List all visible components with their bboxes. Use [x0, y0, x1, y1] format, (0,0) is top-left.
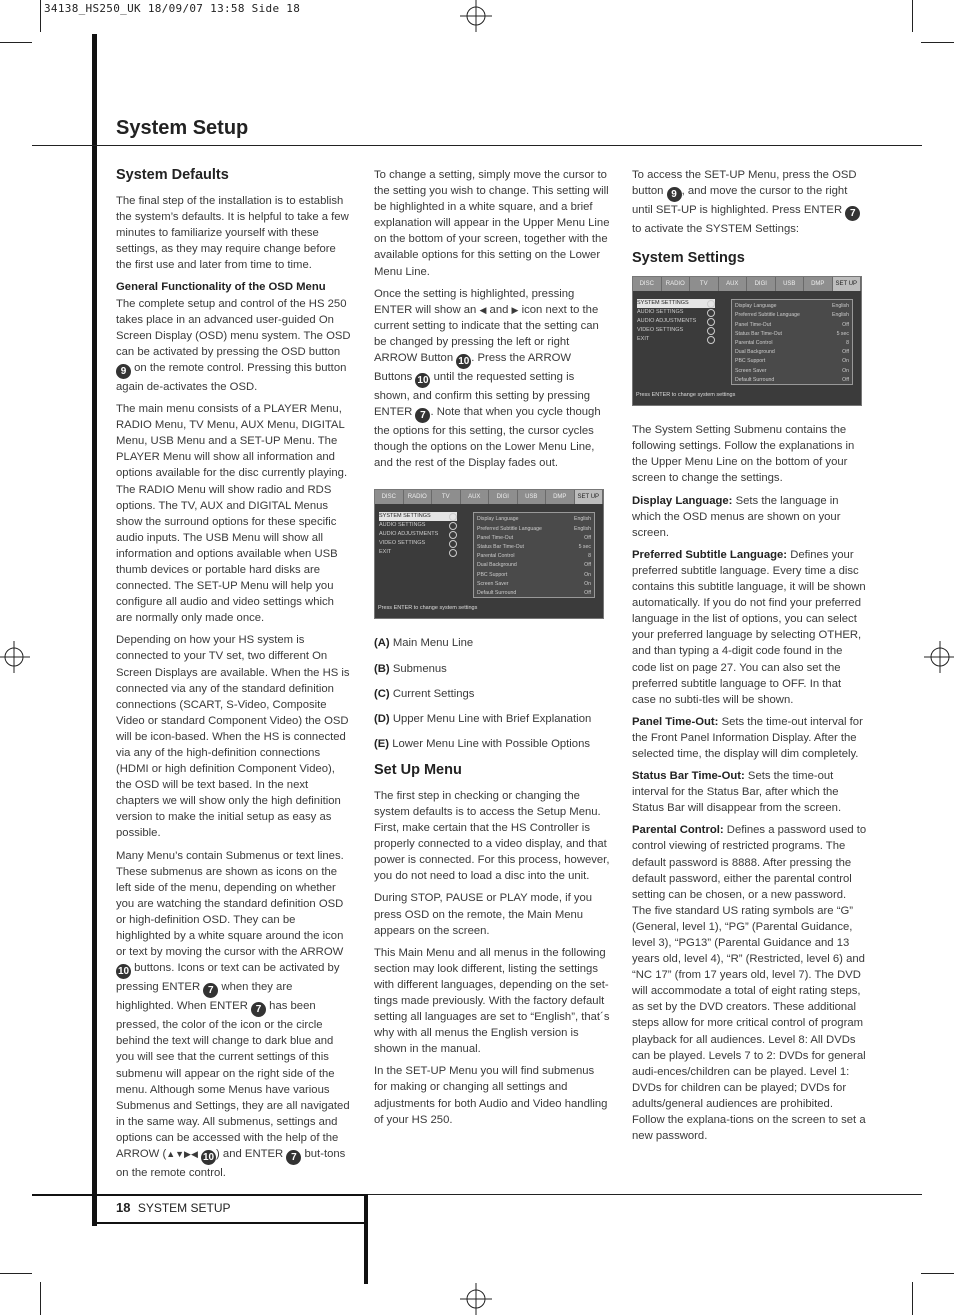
- paragraph: The main menu consists of a PLAYER Menu, RADIO Menu, TV Menu, AUX Menu, DIGITAL Menu, USB Menu and a SET-UP Menu. The PLAYER Menu will show all information and options available for the disc currently playing. The RADIO Menu will show radio and RDS options. The TV, AUX and DIGITAL Menus show the surround options for these specific audio inputs. The USB Menu will show all information and options available when USB thumb devices or portable hard disks are connected. The SET-UP Menu will help you configure all audio and video settings which are normally only made once.: [116, 403, 348, 625]
- osd-tab: DIGI: [489, 490, 518, 504]
- osd-tab: DISC: [633, 277, 662, 291]
- osd-menu-screenshot: [374, 489, 604, 619]
- paragraph: In the SET-UP Menu you will find submenus for making or changing all settings and adjustments for both Audio and Video handling of your HS 250.: [374, 1065, 608, 1126]
- setting-description: Display Language: Sets the language in which the OSD menus are shown on your screen.: [632, 494, 841, 539]
- osd-submenu-item: VIDEO SETTINGS: [379, 539, 457, 548]
- osd-setting-row: PBC Support On: [477, 571, 591, 578]
- paragraph: To access the SET-UP Menu, press the OSD button 9 , and move the cursor to the right until SET-UP is highlighted. Press ENTER 7 to activate the SYSTEM Settings:: [632, 167, 868, 237]
- left-margin-bar: [92, 34, 97, 1226]
- setting-description: Panel Time-Out: Sets the time-out interval for the Front Panel Information Display. After the selected time, the display will dim completely.: [632, 715, 863, 760]
- osd-setting-row: Dual Background Off: [735, 349, 849, 356]
- setting-description: Preferred Subtitle Language: Defines your preferred subtitle language. Every time a disc contains this subtitle language, it will be shown automatically. If you do not find your preferred language in the list of options, you can select your preferred language by selecting OTHER, and than typing a 4-digit code found in the code list on page 27. You can also set the preferred subtitle language to OFF. In that case no subti-tles will be shown.: [632, 548, 866, 706]
- button-number-badge: 7: [286, 1150, 301, 1165]
- osd-tab: TV: [690, 277, 719, 291]
- osd-tab: AUX: [461, 490, 490, 504]
- button-number-badge: 10: [417, 375, 429, 387]
- osd-setting-row: Panel Time-Out Off: [735, 321, 849, 328]
- osd-main-menu-line: [375, 490, 603, 504]
- button-number-badge: 9: [667, 187, 682, 202]
- arrow-keys-icon: ▲▼▶◀: [166, 1148, 198, 1159]
- footer-divider-bar: [364, 1194, 368, 1284]
- osd-tab: DISC: [375, 490, 404, 504]
- osd-setting-row: PBC Support On: [735, 358, 849, 365]
- setting-description: Parental Control: Defines a password used to control viewing of restricted programs. The default password is 8888. After pressing the default password, either the parental control setting can be chosen, or a new password. The five standard US rating symbols are “G” (General, level 1), “PG” (Parental Guidance, level 3), “PG13” (Parental Guidance and 13 years old, level 4), “R” (Restricted, level 6) and “NC 17” (from 17 years old, level 7). The DVD will accommodate a total of eight rating steps, as set by the DVD creators. These additional steps allow for more critical control of program playback for all audiences. Level 8: All DVDs can be played. Levels 7 to 2: DVDs for general audi-ences/children can be played. Level 1: DVDs for children can be played; DVDs for adults/general audiences are prohibited. Follow the explana-tions on the screen to set a new password.: [632, 824, 867, 1143]
- osd-tab: USB: [776, 277, 805, 291]
- paragraph: The final step of the installation is to establish the system’s defaults. It is helpful to take a few minutes to familiarize yourself with these settings, as they may require change before the first use and later from time to time.: [116, 195, 349, 272]
- paragraph: Many Menu’s contain Submenus or text lines. These submenus are shown as icons on the left side of the menu, depending on whether you are watching the standard definition OSD or high-definition OSD. They can be highlighted by a white square around the icon or text by moving the cursor with the ARROW 10 buttons. Icons or text can be activated by pressing ENTER 7 when they are highlighted. When ENTER 7 has been pressed, the color of the icon or the circle behind the text will change to dark blue and you will see that the current settings of this submenu will appear on the right side of the menu. Although some Menus have various Submenus and Settings, they are all navigated in the same way. All submenus, settings and options can be accessed with the help of the ARROW (▲▼▶◀ 10 ) and ENTER 7 but-tons on the remote control.: [116, 849, 350, 1179]
- footer: [116, 1200, 231, 1215]
- button-number-badge: 10: [458, 356, 470, 368]
- osd-bottom-line: Press ENTER to change system settings: [636, 392, 736, 399]
- osd-main-menu-line: [633, 277, 861, 291]
- registration-mark-bottom-icon: [460, 1283, 492, 1315]
- registration-mark-right-icon: [922, 641, 954, 673]
- right-arrow-icon: ▶: [511, 304, 519, 315]
- setting-description: Status Bar Time-Out: Sets the time-out interval for the Status Bar, after which the Status Bar will disappear from the screen.: [632, 770, 842, 815]
- osd-submenu-item: AUDIO SETTINGS: [379, 521, 457, 530]
- osd-setting-row: Default Surround Off: [477, 589, 591, 596]
- button-number-badge: 7: [845, 206, 860, 221]
- osd-tab: SET UP: [833, 277, 862, 291]
- osd-tab: DMP: [546, 490, 575, 504]
- osd-tab: DIGI: [747, 277, 776, 291]
- title-rule: [32, 145, 922, 146]
- page-title: System Setup: [116, 117, 249, 139]
- button-number-badge: 10: [117, 966, 130, 978]
- paragraph: During STOP, PAUSE or PLAY mode, if you press OSD on the remote, the Main Menu appears on the screen.: [374, 892, 593, 937]
- button-number-badge: 10: [202, 1151, 215, 1163]
- osd-submenu-item: AUDIO ADJUSTMENTS: [637, 317, 715, 326]
- column-3: [632, 167, 868, 1150]
- osd-radio-circle-icon: [449, 540, 457, 548]
- osd-submenu-item: EXIT: [637, 335, 715, 344]
- osd-setting-row: Screen Saver On: [735, 367, 849, 374]
- paragraph: General Functionality of the OSD Menu The complete setup and control of the HS 250 takes place in an advanced user-guided On Screen Display (OSD) menu system. The OSD can be activated by pressing the OSD button 9 on the remote control. Pressing this button again de-activates the OSD.: [116, 281, 351, 393]
- osd-legend: [374, 635, 610, 751]
- paragraph: The System Setting Submenu contains the following settings. Follow the explanations in the Upper Menu Line on the bottom of your screen to change the settings.: [632, 424, 855, 485]
- subheading: General Functionality of the OSD Menu: [116, 281, 326, 294]
- osd-submenus: [379, 512, 457, 557]
- button-number-badge: 7: [251, 1002, 266, 1017]
- osd-setting-row: Status Bar Time-Out 5 sec: [735, 330, 849, 337]
- osd-submenu-item: SYSTEM SETTINGS: [379, 512, 457, 521]
- footer-rule: [32, 1194, 367, 1196]
- osd-submenu-item: VIDEO SETTINGS: [637, 326, 715, 335]
- legend-item: (D) Upper Menu Line with Brief Explanation: [374, 712, 592, 725]
- osd-current-settings: [473, 512, 595, 598]
- legend-item: (E) Lower Menu Line with Possible Options: [374, 737, 591, 750]
- osd-setting-row: Screen Saver On: [477, 580, 591, 587]
- osd-tab: SET UP: [575, 490, 604, 504]
- footer-rule: [367, 1194, 922, 1195]
- button-number-badge: 7: [203, 983, 218, 998]
- osd-tab: RADIO: [404, 490, 433, 504]
- osd-radio-circle-icon: [449, 549, 457, 557]
- osd-submenu-item: SYSTEM SETTINGS: [637, 299, 715, 308]
- button-number-badge: 7: [415, 408, 430, 423]
- osd-setting-row: Parental Control 8: [477, 553, 591, 560]
- paragraph: Depending on how your HS system is connected to your TV set, two different On Screen Displays are available. When the HS is connected via any of the standard definition connections (SCART, S-Video, Composite Video or standard Component Video) the OSD will be icon-based. When the HS is connected via any of the high-definition connections (HDMI or high definition Component Video), the OSD will be text based. In the next chapters we will show only the high definition version to make the initial setup as easy as possible.: [116, 634, 350, 840]
- column-1: [116, 166, 352, 1187]
- paragraph: To change a setting, simply move the cursor to the setting you wish to change. This setting will be highlighted in a white square, and a brief explanation will appear in the Upper Menu Line on the bottom of your screen, together with the available options for this setting on the Lower Menu Line.: [374, 169, 610, 278]
- osd-tab: AUX: [719, 277, 748, 291]
- osd-radio-circle-icon: [707, 300, 715, 308]
- page-number: 18: [116, 1200, 131, 1215]
- osd-radio-circle-icon: [707, 309, 715, 317]
- osd-setting-row: Display Language English: [477, 516, 591, 523]
- registration-mark-top-icon: [460, 0, 492, 32]
- osd-submenu-item: EXIT: [379, 548, 457, 557]
- osd-setting-row: Preferred Subtitle Language English: [477, 525, 591, 532]
- osd-radio-circle-icon: [449, 531, 457, 539]
- osd-bottom-line: Press ENTER to change system settings: [378, 605, 478, 612]
- osd-setting-row: Preferred Subtitle Language English: [735, 312, 849, 319]
- paragraph: The first step in checking or changing the system defaults is to access the Setup Menu. First, make certain that the HS Controller is properly connected to a video display, and that power is connected. For this process, however, you do not need to load a disc into the unit.: [374, 789, 610, 883]
- footer-underline: [97, 1222, 367, 1224]
- legend-item: (B) Submenus: [374, 662, 447, 675]
- osd-tab: DMP: [804, 277, 833, 291]
- osd-submenus: [637, 299, 715, 344]
- legend-item: (A) Main Menu Line: [374, 637, 474, 650]
- osd-submenu-item: AUDIO ADJUSTMENTS: [379, 530, 457, 539]
- osd-setting-row: Parental Control 8: [735, 339, 849, 346]
- paragraph: Once the setting is highlighted, pressing ENTER will show an ◀ and ▶ icon next to the current setting to indicate that the setting can be changed by pressing the left or right ARROW Button 10 . Press the ARROW Buttons 10 until the requested setting is shown, and confirm this setting by pressing ENTER 7 . Note that when you cycle though the options for this setting, the cursor cycles though the options on the Lower Menu Line, and the rest of the Display fades out.: [374, 287, 601, 470]
- section-heading-system-settings: System Settings: [632, 250, 745, 267]
- osd-radio-circle-icon: [707, 327, 715, 335]
- osd-radio-circle-icon: [449, 522, 457, 530]
- osd-setting-row: Display Language English: [735, 303, 849, 310]
- osd-tab: TV: [432, 490, 461, 504]
- osd-tab: RADIO: [662, 277, 691, 291]
- osd-setting-row: Dual Background Off: [477, 562, 591, 569]
- osd-setting-row: Panel Time-Out Off: [477, 534, 591, 541]
- osd-setting-row: Default Surround Off: [735, 376, 849, 383]
- print-slug: 34138_HS250_UK 18/09/07 13:58 Side 18: [44, 2, 301, 15]
- osd-radio-circle-icon: [449, 513, 457, 521]
- left-arrow-icon: ◀: [479, 304, 487, 315]
- footer-section: SYSTEM SETUP: [137, 1201, 231, 1215]
- osd-system-settings-screenshot: [632, 276, 862, 406]
- osd-radio-circle-icon: [707, 318, 715, 326]
- paragraph: This Main Menu and all menus in the following section may look different, listing the settings with different languages, depending on the set-tings made previously. With the factory default setting all languages are set to “English”, that´s why with all menus the English version is shown in the manual.: [374, 946, 610, 1056]
- osd-radio-circle-icon: [707, 336, 715, 344]
- column-2: [374, 167, 610, 1134]
- osd-setting-row: Status Bar Time-Out 5 sec: [477, 543, 591, 550]
- osd-tab: USB: [518, 490, 547, 504]
- legend-item: (C) Current Settings: [374, 687, 475, 700]
- section-heading-set-up-menu: Set Up Menu: [374, 761, 462, 778]
- osd-current-settings: [731, 299, 853, 385]
- section-heading-system-defaults: System Defaults: [116, 167, 229, 183]
- registration-mark-left-icon: [0, 641, 32, 673]
- osd-submenu-item: AUDIO SETTINGS: [637, 308, 715, 317]
- button-number-badge: 9: [116, 364, 131, 379]
